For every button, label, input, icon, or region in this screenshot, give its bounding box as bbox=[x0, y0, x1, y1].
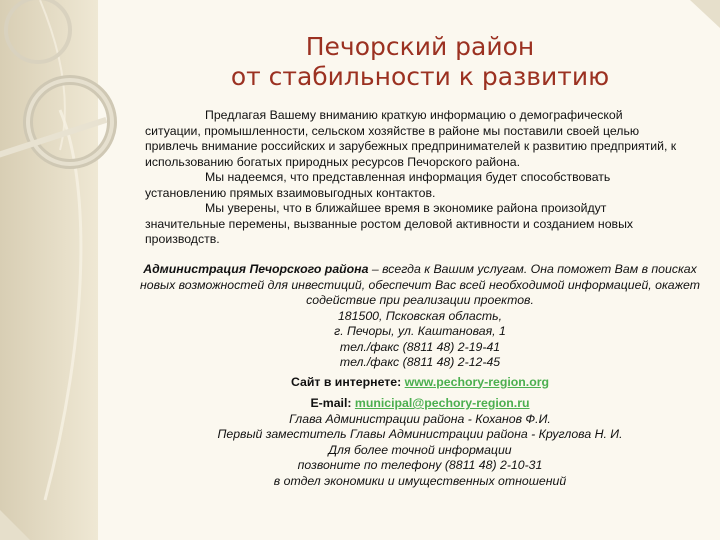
intro-paragraph-3: Мы уверены, что в ближайшее время в экономике района произойдут значительные перемены, вызванные ростом деловой активности и созданием новых производств. bbox=[145, 201, 634, 246]
email-label: E-mail: bbox=[310, 396, 355, 410]
left-decor-panel bbox=[0, 0, 98, 540]
decor-ring-small bbox=[6, 0, 70, 62]
more-info-line-2: позвоните по телефону (8811 48) 2-10-31 bbox=[297, 458, 543, 472]
email-line bbox=[130, 396, 710, 412]
postal-address: 181500, Псковская область, bbox=[337, 308, 503, 323]
admin-text: – всегда к Вашим услугам. Она поможет Вам в поисках новых возможностей для инвестиций, обеспечит Вас всей необходимой информацией, окажет содействие при реализации проектов. bbox=[140, 262, 700, 307]
contacts-block bbox=[130, 262, 710, 489]
website-label: Сайт в интернете: bbox=[290, 374, 405, 389]
admin-name: Администрация Печорского района bbox=[143, 262, 369, 276]
website-link[interactable]: www.pechory-region.org bbox=[404, 374, 550, 389]
intro-paragraph-1: Предлагая Вашему вниманию краткую информацию о демографической ситуации, промышленности, сельском хозяйстве в районе мы поставили своей целью привлечь внимание российских и зарубежных предпринимателей к развитию предприятий, к использованию богатых природных ресурсов Печорского района. bbox=[145, 108, 677, 169]
street-address: г. Печоры, ул. Каштановая, 1 bbox=[334, 324, 506, 338]
phone-fax-2: тел./факс (8811 48) 2-12-45 bbox=[339, 355, 501, 369]
title-line-2: от стабильности к развитию bbox=[230, 62, 610, 91]
first-deputy: Первый заместитель Главы Администрации района - Круглова Н. И. bbox=[217, 427, 623, 441]
website-line bbox=[130, 375, 710, 391]
more-info-line-1: Для более точной информации bbox=[328, 442, 512, 457]
page-title bbox=[110, 32, 720, 92]
head-of-administration: Глава Администрации района - Коханов Ф.И. bbox=[289, 411, 551, 426]
intro-paragraph-2: Мы надеемся, что представленная информация будет способствовать установлению прямых взаимовыгодных контактов. bbox=[145, 170, 611, 200]
phone-fax-1: тел./факс (8811 48) 2-19-41 bbox=[339, 339, 501, 354]
title-line-1: Печорский район bbox=[305, 32, 535, 61]
admin-statement bbox=[130, 262, 710, 309]
more-info-line-3: в отдел экономики и имущественных отношений bbox=[273, 473, 567, 488]
decor-ring-large bbox=[28, 80, 112, 164]
email-link[interactable]: municipal@pechory-region.ru bbox=[354, 396, 530, 410]
intro-text bbox=[145, 108, 680, 248]
